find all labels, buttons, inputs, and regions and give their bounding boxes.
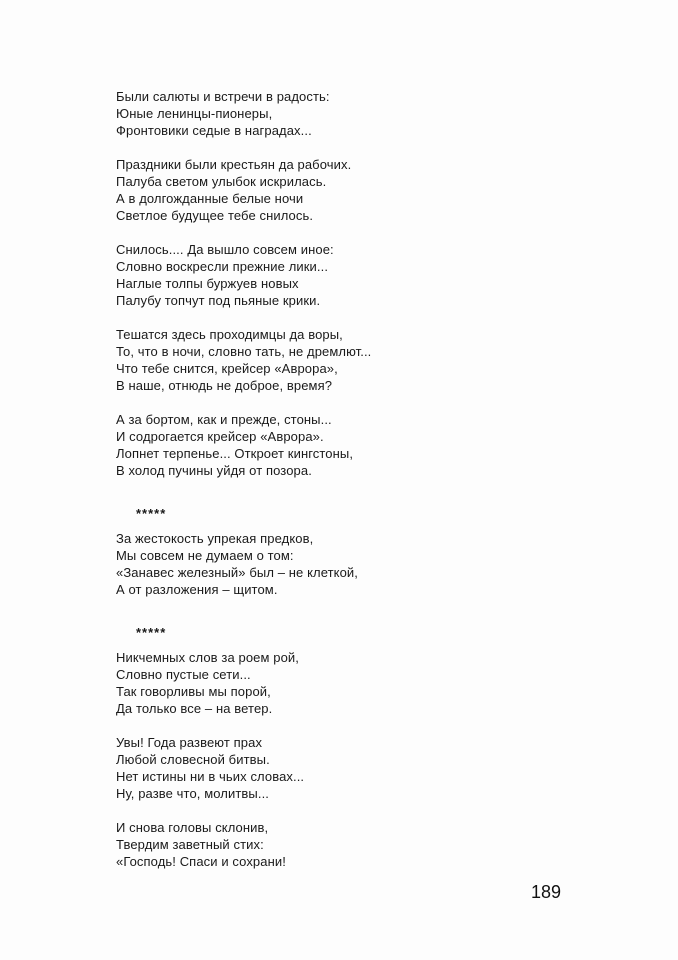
stanza — [116, 649, 416, 717]
poem-line: Так говорливы мы порой, — [116, 684, 271, 699]
section-separator: ***** — [136, 506, 167, 521]
poem-line: Лопнет терпенье... Откроет кингстоны, — [116, 446, 354, 461]
poem-line: Светлое будущее тебе снилось. — [116, 208, 314, 223]
stanza — [116, 819, 416, 870]
poem-line: Наглые толпы буржуев новых — [116, 276, 299, 291]
poem-line: Словно пустые сети... — [116, 667, 251, 682]
poem-line: Нет истины ни в чьих словах... — [116, 769, 305, 784]
stanza — [116, 326, 416, 394]
poem-line: И содрогается крейсер «Аврора». — [116, 429, 324, 444]
poem-line: В холод пучины уйдя от позора. — [116, 463, 312, 478]
section-separator: ***** — [136, 625, 167, 640]
poem-line: А от разложения – щитом. — [116, 582, 278, 597]
poem-line: А за бортом, как и прежде, стоны... — [116, 412, 332, 427]
poem-line: Увы! Года развеют прах — [116, 735, 263, 750]
stanza — [116, 734, 416, 802]
poem-line: За жестокость упрекая предков, — [116, 531, 314, 546]
poem-line: Фронтовики седые в наградах... — [116, 123, 312, 138]
poem-line: Да только все – на ветер. — [116, 701, 273, 716]
poem-line: Юные ленинцы-пионеры, — [116, 106, 273, 121]
poem-line: Праздники были крестьян да рабочих. — [116, 157, 352, 172]
poem-line: Ну, разве что, молитвы... — [116, 786, 269, 801]
poem-line: То, что в ночи, словно тать, не дремлют... — [116, 344, 372, 359]
poem-line: Никчемных слов за роем рой, — [116, 650, 299, 665]
poem-line: Тешатся здесь проходимцы да воры, — [116, 327, 343, 342]
stanza — [116, 411, 416, 479]
poem-line: Палуба светом улыбок искрилась. — [116, 174, 327, 189]
poem-line: «Господь! Спаси и сохрани! — [116, 854, 286, 869]
poem-line: Словно воскресли прежние лики... — [116, 259, 329, 274]
stanza — [116, 241, 416, 309]
page-number: 189 — [531, 882, 562, 902]
poem-line: Мы совсем не думаем о том: — [116, 548, 294, 563]
poem-line: Что тебе снится, крейсер «Аврора», — [116, 361, 338, 376]
stanza — [116, 88, 416, 139]
poem-line: Любой словесной битвы. — [116, 752, 270, 767]
poem-line: И снова головы склонив, — [116, 820, 269, 835]
poem-text — [116, 88, 416, 870]
poem-line: Палубу топчут под пьяные крики. — [116, 293, 321, 308]
poem-line: Были салюты и встречи в радость: — [116, 89, 330, 104]
stanza — [116, 156, 416, 224]
poem-line: Твердим заветный стих: — [116, 837, 264, 852]
poem-line: «Занавес железный» был – не клеткой, — [116, 565, 358, 580]
stanza — [116, 530, 416, 598]
poem-line: В наше, отнюдь не доброе, время? — [116, 378, 333, 393]
poem-line: Снилось.... Да вышло совсем иное: — [116, 242, 334, 257]
poem-line: А в долгожданные белые ночи — [116, 191, 304, 206]
